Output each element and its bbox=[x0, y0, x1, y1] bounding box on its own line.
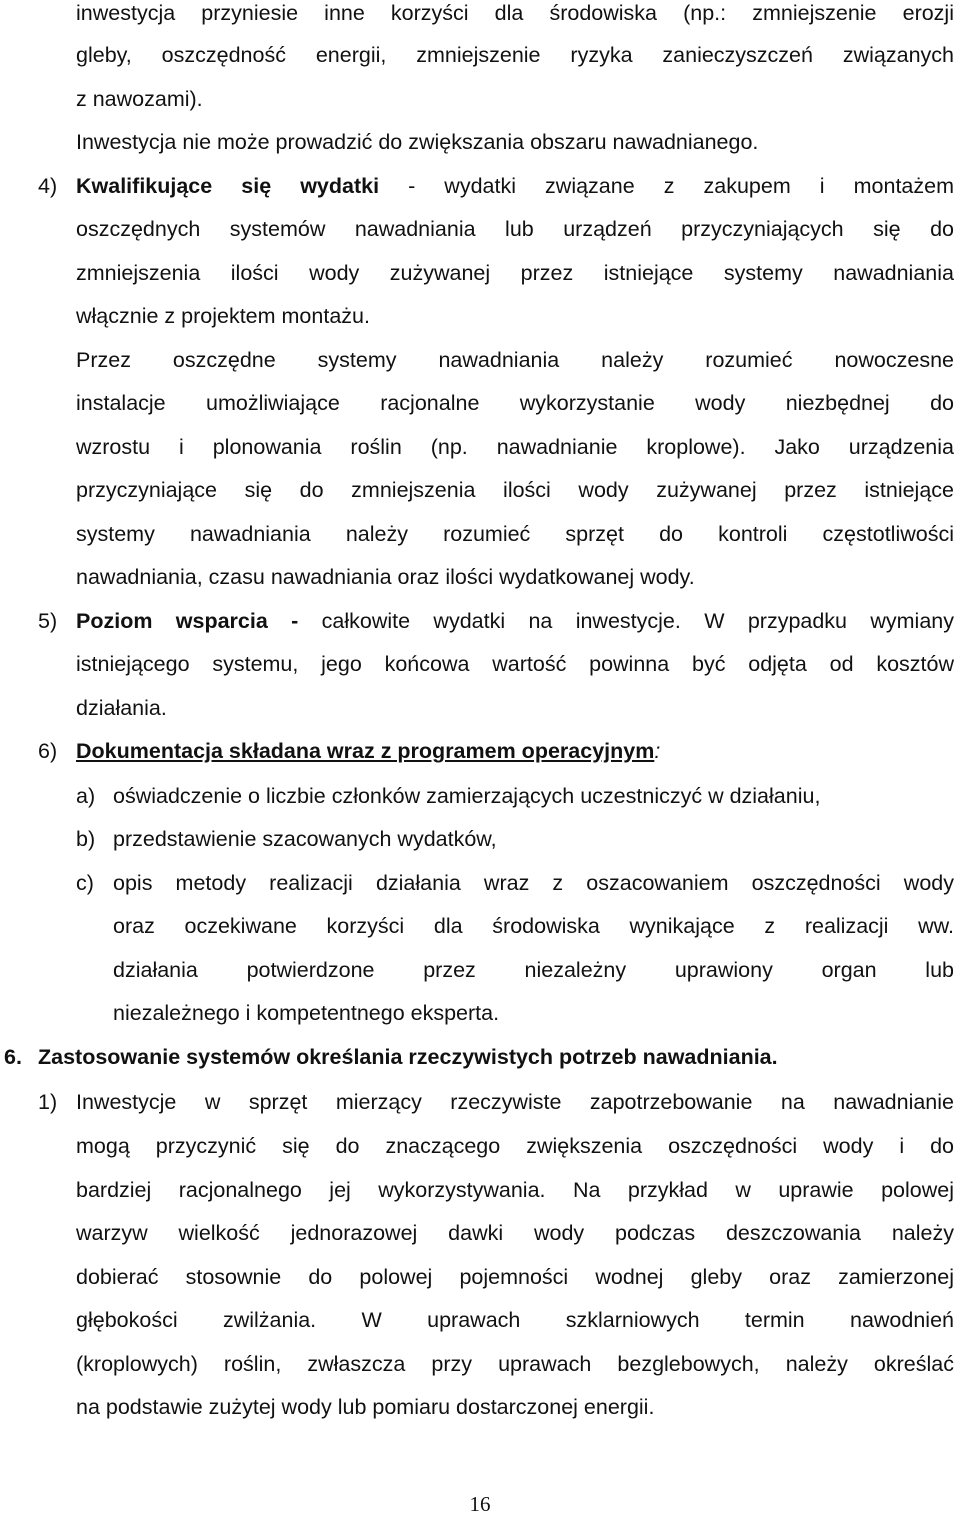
item-6c-line-1: opis metody realizacji działania wraz z oszacowaniem oszczędności wody bbox=[113, 871, 954, 895]
item-4-bold: Kwalifikujące się wydatki bbox=[76, 174, 380, 198]
item-4-line-4: włącznie z projektem montażu. bbox=[76, 304, 370, 328]
s6-item-1-line-2: mogą przyczynić się do znaczącego zwiększenia oszczędności wody i do bbox=[76, 1134, 954, 1158]
item-5-bold: Poziom wsparcia - bbox=[76, 609, 299, 633]
s6-item-1-line-1: Inwestycje w sprzęt mierzący rzeczywiste zapotrzebowanie na nawadnianie bbox=[76, 1090, 954, 1114]
item-6a-letter: a) bbox=[76, 784, 96, 808]
s6-item-1-line-6: głębokości zwilżania. W uprawach szklarniowych termin nawodnień bbox=[76, 1308, 954, 1332]
s6-item-1-line-4: warzyw wielkość jednorazowej dawki wody podczas deszczowania należy bbox=[76, 1221, 954, 1245]
item-5-line-1 bbox=[76, 608, 954, 634]
item-4-line-9: systemy nawadniania należy rozumieć sprzęt do kontroli częstotliwości bbox=[76, 522, 954, 546]
item-6-heading-line bbox=[76, 738, 660, 764]
item-6a-text: oświadczenie o liczbie członków zamierzających uczestniczyć w działaniu, bbox=[113, 784, 821, 808]
s6-item-1-line-7: (kroplowych) roślin, zwłaszcza przy uprawach bezglebowych, należy określać bbox=[76, 1352, 954, 1376]
item-4-line-8: przyczyniające się do zmniejszenia ilości wody zużywanej przez istniejące bbox=[76, 478, 954, 502]
item-5-line-2: istniejącego systemu, jego końcowa wartość powinna być odjęta od kosztów bbox=[76, 652, 954, 676]
page-number: 16 bbox=[469, 1492, 491, 1516]
s6-item-1-line-8: na podstawie zużytej wody lub pomiaru dostarczonej energii. bbox=[76, 1395, 655, 1419]
item-5-number: 5) bbox=[38, 609, 58, 633]
s6-item-1-number: 1) bbox=[38, 1090, 58, 1114]
item-6b-text: przedstawienie szacowanych wydatków, bbox=[113, 827, 497, 851]
item-4-line-5: Przez oszczędne systemy nawadniania należy rozumieć nowoczesne bbox=[76, 348, 954, 372]
item-6c-letter: c) bbox=[76, 871, 94, 895]
item-4-line-7: wzrostu i plonowania roślin (np. nawadnianie kroplowe). Jako urządzenia bbox=[76, 435, 954, 459]
item-5-line-3: działania. bbox=[76, 696, 167, 720]
item-4-line-3: zmniejszenia ilości wody zużywanej przez istniejące systemy nawadniania bbox=[76, 261, 954, 285]
s6-item-1-line-5: dobierać stosownie do polowej pojemności wodnej gleby oraz zamierzonej bbox=[76, 1265, 954, 1289]
item-6-number: 6) bbox=[38, 739, 58, 763]
item-6b-letter: b) bbox=[76, 827, 96, 851]
item-4-line-6: instalacje umożliwiające racjonalne wykorzystanie wody niezbędnej do bbox=[76, 391, 954, 415]
item-6c-line-2: oraz oczekiwane korzyści dla środowiska wynikające z realizacji ww. bbox=[113, 914, 954, 938]
item-5-line1-rest: całkowite wydatki na inwestycje. W przypadku wymiany bbox=[298, 609, 954, 633]
intro-line-1: inwestycja przyniesie inne korzyści dla środowiska (np.: zmniejszenie erozji bbox=[76, 1, 954, 25]
item-4-line1-rest: - wydatki związane z zakupem i montażem bbox=[379, 174, 954, 198]
intro-line-2: gleby, oszczędność energii, zmniejszenie ryzyka zanieczyszczeń związanych bbox=[76, 43, 954, 67]
item-4-number: 4) bbox=[38, 174, 58, 198]
item-6c-line-3: działania potwierdzone przez niezależny uprawiony organ lub bbox=[113, 958, 954, 982]
intro-line-4: Inwestycja nie może prowadzić do zwiększania obszaru nawadnianego. bbox=[76, 130, 759, 154]
item-4-line-1 bbox=[76, 173, 954, 199]
item-6c-line-4: niezależnego i kompetentnego eksperta. bbox=[113, 1001, 500, 1025]
item-6-colon: : bbox=[654, 739, 661, 763]
intro-line-3: z nawozami). bbox=[76, 87, 203, 111]
s6-item-1-line-3: bardziej racjonalnego jej wykorzystywania. Na przykład w uprawie polowej bbox=[76, 1178, 954, 1202]
section-6-number: 6. bbox=[4, 1045, 22, 1069]
item-4-line-2: oszczędnych systemów nawadniania lub urządzeń przyczyniających się do bbox=[76, 217, 954, 241]
item-6-heading: Dokumentacja składana wraz z programem operacyjnym bbox=[76, 739, 655, 763]
section-6-title: Zastosowanie systemów określania rzeczywistych potrzeb nawadniania. bbox=[38, 1045, 778, 1069]
item-4-line-10: nawadniania, czasu nawadniania oraz ilości wydatkowanej wody. bbox=[76, 565, 695, 589]
